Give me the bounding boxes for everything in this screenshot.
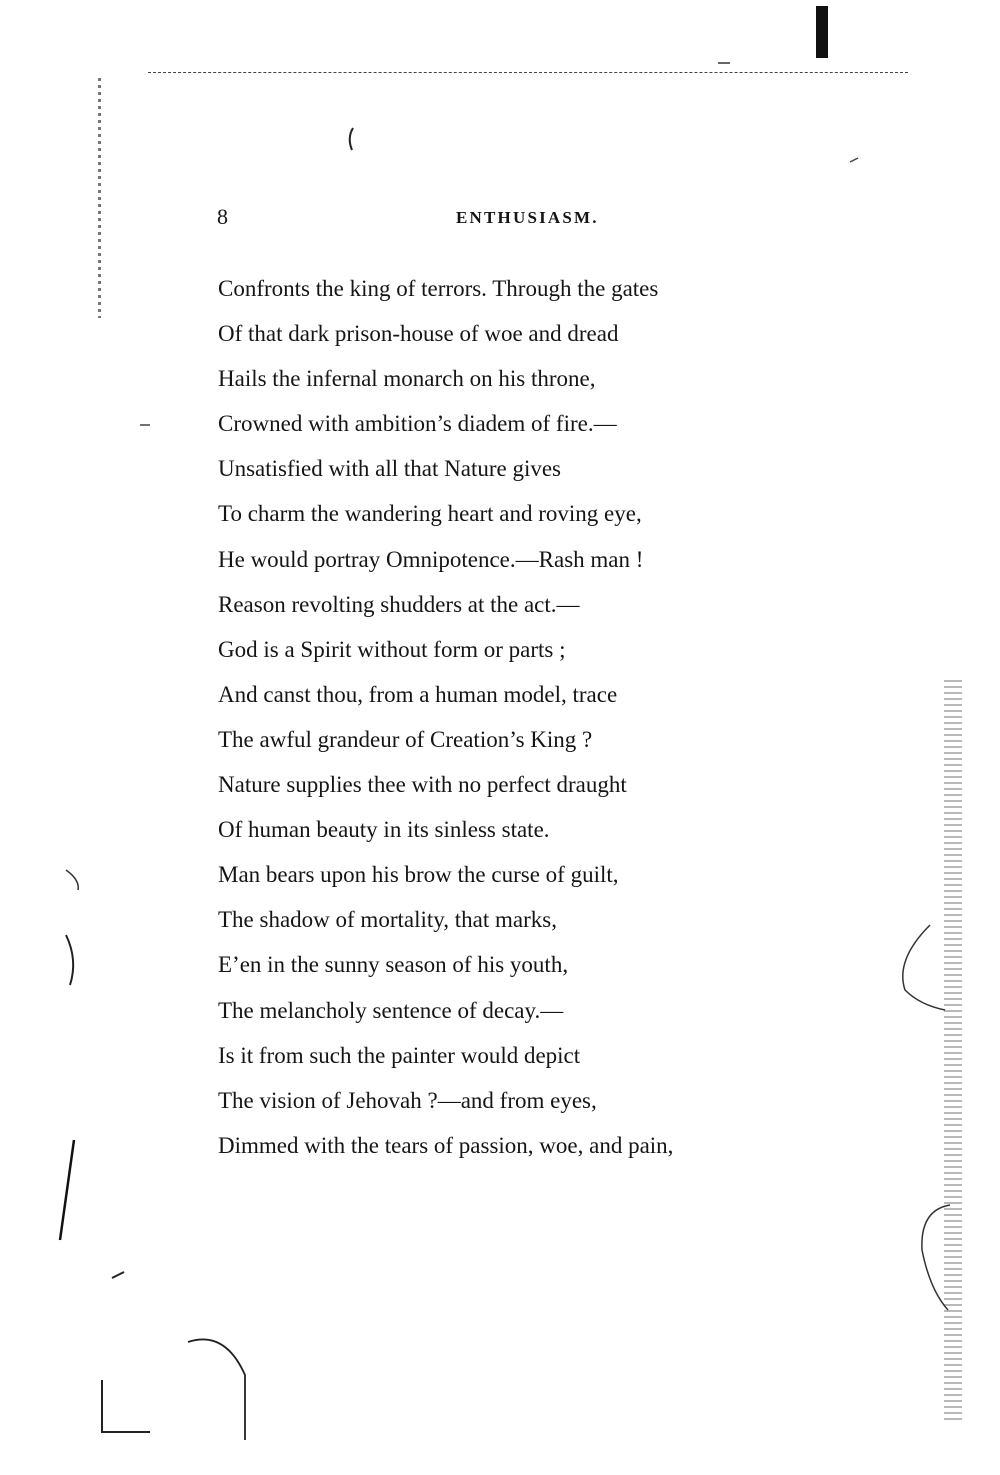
poem-line: Confronts the king of terrors. Through the gates	[218, 276, 659, 301]
poem-line: Of human beauty in its sinless state.	[218, 817, 550, 843]
speck-dash-right	[850, 158, 858, 162]
speck-curve-right-1	[903, 925, 945, 1010]
page-header	[0, 204, 1000, 240]
speck-line-left	[60, 1140, 74, 1240]
speck-curve-right-2	[922, 1205, 950, 1310]
poem-line: Dimmed with the tears of passion, woe, and pain,	[218, 1132, 674, 1158]
poem-line: E’en in the sunny season of his youth,	[218, 952, 569, 978]
poem-line: The shadow of mortality, that marks,	[218, 907, 557, 933]
poem-line: Of that dark prison-house of woe and dread	[218, 321, 619, 347]
speck-curve-left-2	[66, 935, 73, 985]
speck-curve-left-1	[66, 870, 78, 890]
poem-line: Is it from such the painter would depict	[218, 1042, 581, 1068]
poem-line: Hails the infernal monarch on his throne,	[218, 366, 596, 392]
poem-line: Man bears upon his brow the curse of guilt,	[218, 862, 619, 888]
running-head: ENTHUSIASM.	[456, 208, 599, 227]
poem-line: Nature supplies thee with no perfect draught	[218, 772, 627, 798]
poem-line: Unsatisfied with all that Nature gives	[218, 456, 562, 482]
poem-line: Crowned with ambition’s diadem of fire.—	[218, 411, 617, 437]
poem-line: He would portray Omnipotence.—Rash man !	[218, 546, 644, 572]
page-number: 8	[217, 204, 228, 229]
speck-corner-bottom-left	[102, 1380, 150, 1432]
speck-arc-bottom	[188, 1339, 245, 1440]
poem-line: To charm the wandering heart and roving eye,	[218, 501, 642, 527]
poem-line: God is a Spirit without form or parts ;	[218, 636, 566, 662]
poem-line: Reason revolting shudders at the act.—	[218, 591, 580, 617]
poem-text	[218, 266, 838, 1168]
poem-line: The vision of Jehovah ?—and from eyes,	[218, 1087, 597, 1113]
poem-line: The awful grandeur of Creation’s King ?	[218, 726, 593, 752]
speck-bracket	[350, 128, 353, 150]
speck-dash-left	[112, 1272, 124, 1278]
poem-line: The melancholy sentence of decay.—	[218, 997, 564, 1023]
poem-line: And canst thou, from a human model, trace	[218, 681, 618, 707]
